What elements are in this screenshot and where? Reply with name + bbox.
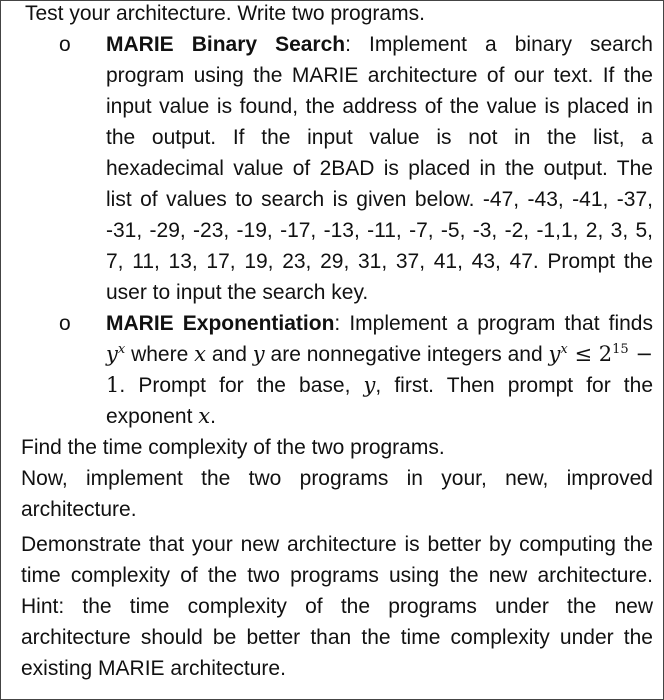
list-item-exponentiation: o MARIE Exponentiation: Implement a program that finds $y^x$ where x and y are nonnegative integers and $y^x \le 2^{15} - 1$. Prompt for the base, y, first. Then prompt for the exponent x. — [106, 308, 653, 432]
math-x-superscript: x — [117, 342, 126, 357]
paragraph-complexity: Find the time complexity of the two programs. — [21, 436, 445, 459]
paragraph-demonstrate: Demonstrate that your new architecture is better by computing the time complexity of the two programs using the new architecture. Hint: the time complexity of the programs under the new architecture should be better than the time complexity under the existing MARIE architecture. — [21, 533, 653, 680]
intro-text: Test your architecture. Write two programs. — [25, 2, 425, 25]
item-text: : Implement a binary search program using the MARIE architecture of our text. If the input value is found, the address of the value is placed in the output. If the input value is not in the list, a hexadecimal value of 2BAD is placed in the output. The list of values to search is given below. -47, -43, -41, -37, -31, -29, -23, -19, -17, -13, -11, -7, -5, -3, -2, -1,1, 2, 3, 5, 7, 11, 13, 17, 19, 23, 29, 31, 37, 41, 43, 47. Prompt the user to input the search key. — [106, 33, 653, 304]
list-item-binary-search — [59, 29, 653, 308]
bullet-icon: o — [59, 312, 71, 335]
item-title: MARIE Exponentiation — [106, 312, 335, 335]
item-title: MARIE Binary Search — [106, 33, 346, 56]
paragraph-implement: Now, implement the two programs in your, new, improved architecture. — [21, 467, 653, 521]
bullet-icon: o — [59, 33, 71, 56]
math-y: y — [106, 342, 118, 366]
document-page — [1, 0, 663, 696]
